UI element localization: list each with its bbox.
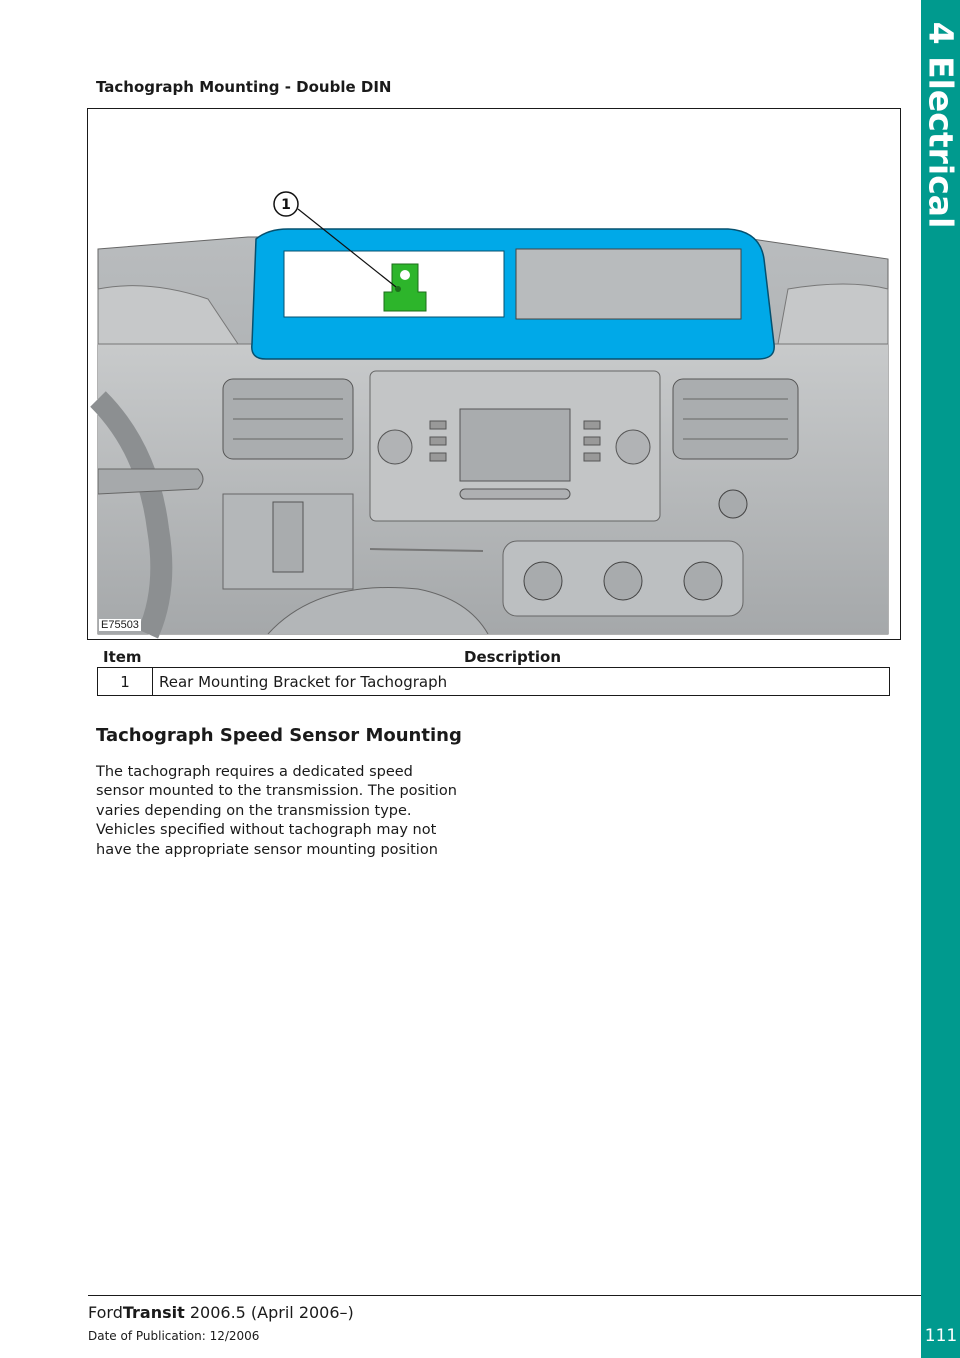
- table-header-description: Description: [464, 648, 562, 666]
- footer-publication-date: Date of Publication: 12/2006: [88, 1329, 260, 1343]
- items-table: [97, 667, 890, 696]
- body-line: have the appropriate sensor mounting position: [96, 841, 438, 858]
- body-line: Vehicles specified without tachograph may not: [96, 822, 437, 839]
- footer-edition: 2006.5 (April 2006–): [184, 1303, 354, 1322]
- footer-brand: Ford: [88, 1303, 123, 1322]
- section-heading: Tachograph Speed Sensor Mounting: [96, 725, 462, 746]
- section-body: [96, 763, 486, 860]
- table-row: [98, 668, 890, 696]
- page-number: 111: [924, 1326, 958, 1346]
- body-line: varies depending on the transmission type.: [96, 802, 412, 819]
- footer-model: Transit: [122, 1303, 185, 1322]
- body-line: The tachograph requires a dedicated speed: [96, 764, 413, 780]
- table-cell-description: Rear Mounting Bracket for Tachograph: [153, 668, 890, 696]
- figure-code: E75503: [101, 619, 139, 631]
- table-header-item: Item: [103, 648, 142, 666]
- footer-rule: [88, 1295, 921, 1296]
- chapter-title: 4 Electrical: [921, 21, 960, 229]
- figure-title: Tachograph Mounting - Double DIN: [96, 78, 392, 96]
- table-cell-item: 1: [98, 668, 153, 696]
- dashboard-illustration: [87, 108, 901, 640]
- footer-manual-title: [88, 1303, 354, 1322]
- figure-callout: 1: [281, 197, 291, 213]
- body-line: sensor mounted to the transmission. The position: [96, 783, 457, 800]
- dashboard-drawing: [88, 109, 900, 639]
